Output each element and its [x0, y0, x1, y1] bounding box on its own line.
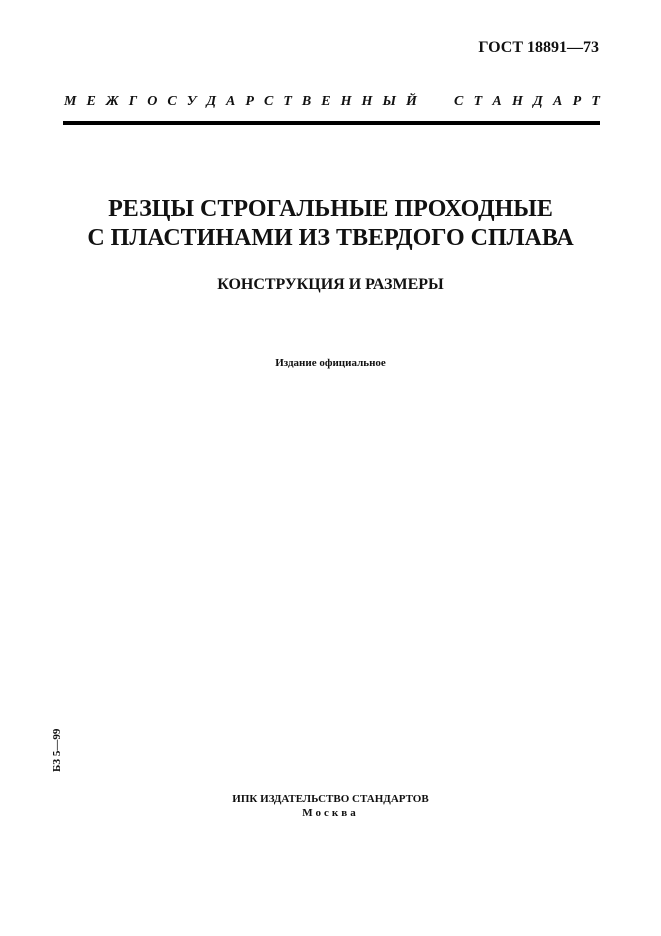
side-mark — [51, 728, 91, 772]
spaced-letter: Т — [283, 94, 292, 109]
document-title — [0, 195, 661, 253]
standard-type-heading — [64, 93, 600, 111]
document-subtitle: КОНСТРУКЦИЯ И РАЗМЕРЫ — [217, 276, 444, 293]
spaced-letter: М — [64, 94, 77, 109]
publisher-city: Москва — [302, 807, 359, 819]
spaced-letter: Р — [572, 94, 582, 109]
spaced-letter: Ж — [105, 94, 119, 109]
heading-rule — [63, 121, 600, 125]
spaced-letter: Е — [86, 94, 96, 109]
spaced-letter: Ы — [382, 94, 397, 109]
spaced-letter: Й — [406, 94, 417, 109]
edition-note: Издание официальное — [275, 357, 386, 369]
spaced-letter: А — [552, 94, 563, 109]
spaced-letter: Н — [361, 94, 373, 109]
spaced-letter: Т — [591, 94, 600, 109]
spaced-letter: Н — [340, 94, 352, 109]
spaced-letter: С — [167, 94, 177, 109]
spaced-letter: А — [226, 94, 236, 109]
spaced-letter: Р — [245, 94, 254, 109]
title-line-1: РЕЗЦЫ СТРОГАЛЬНЫЕ ПРОХОДНЫЕ — [108, 196, 553, 222]
spaced-letter: С — [263, 94, 274, 109]
spaced-letter: О — [147, 94, 158, 109]
spaced-letter: А — [492, 94, 502, 109]
side-mark-text: БЗ 5—99 — [51, 728, 63, 772]
gost-number: ГОСТ 18891—73 — [478, 39, 599, 56]
standard-type-word-interstate — [64, 93, 417, 111]
spaced-letter: Т — [473, 94, 483, 109]
spaced-letter: Е — [321, 94, 331, 109]
publisher-name: ИПК ИЗДАТЕЛЬСТВО СТАНДАРТОВ — [232, 793, 429, 805]
spaced-letter: Г — [128, 94, 138, 109]
spaced-letter: С — [454, 94, 464, 109]
spaced-letter: Д — [533, 94, 543, 109]
spaced-letter: В — [301, 94, 312, 109]
standard-type-word-standard — [454, 93, 600, 111]
spaced-letter: У — [186, 94, 197, 109]
title-line-2: С ПЛАСТИНАМИ ИЗ ТВЕРДОГО СПЛАВА — [87, 225, 574, 251]
spaced-letter: Н — [512, 94, 523, 109]
spaced-letter: Д — [206, 94, 217, 109]
